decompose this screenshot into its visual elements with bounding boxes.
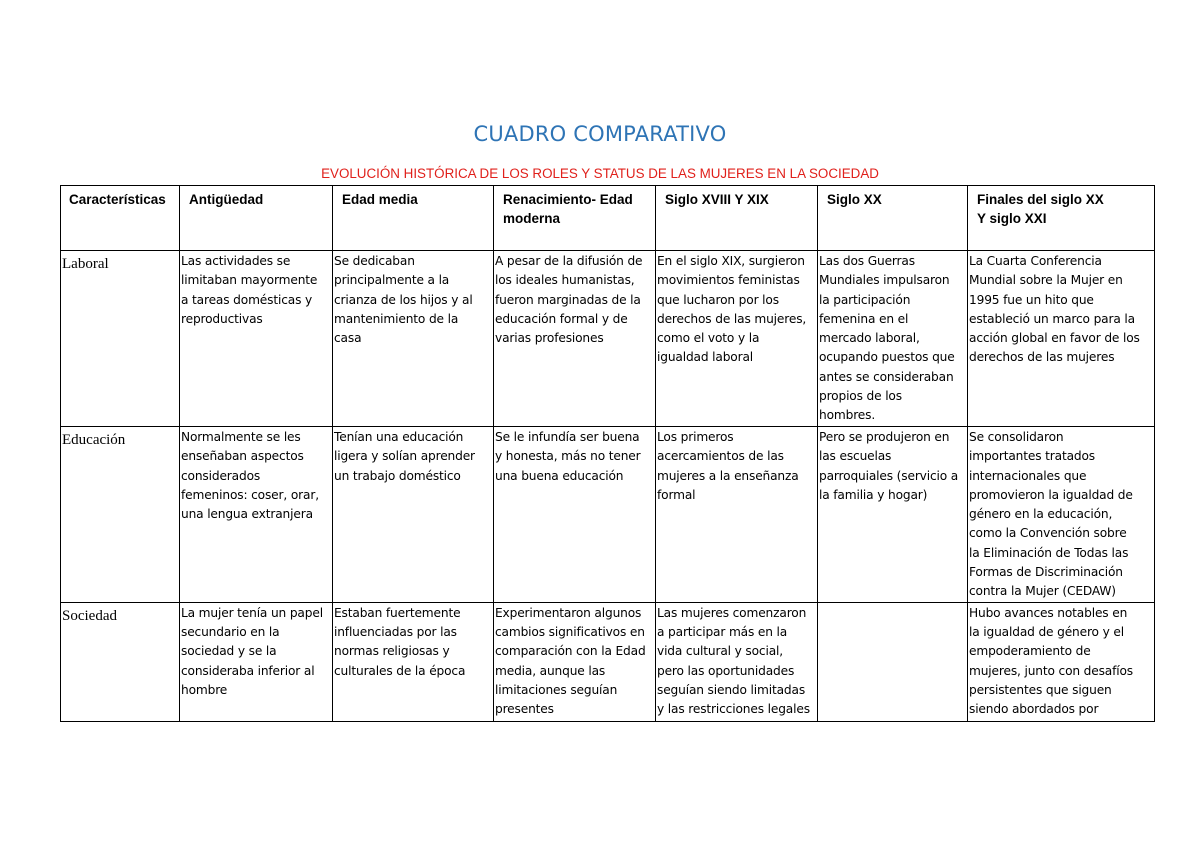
table-cell: Normalmente se les enseñaban aspectos considerados femeninos: coser, orar, una lengua extranjera	[180, 427, 333, 603]
row-label: Sociedad	[61, 602, 180, 721]
table-cell: La Cuarta Conferencia Mundial sobre la Mujer en 1995 fue un hito que estableció un marco para la acción global en favor de los derechos de las mujeres	[968, 251, 1155, 427]
row-label: Laboral	[61, 251, 180, 427]
header-cell: Finales del siglo XX Y siglo XXI	[968, 186, 1155, 251]
page-subtitle: EVOLUCIÓN HISTÓRICA DE LOS ROLES Y STATUS DE LAS MUJERES EN LA SOCIEDAD	[321, 166, 879, 181]
table-cell: Se dedicaban principalmente a la crianza de los hijos y al mantenimiento de la casa	[333, 251, 494, 427]
table-cell: Tenían una educación ligera y solían aprender un trabajo doméstico	[333, 427, 494, 603]
table-row	[61, 251, 1155, 427]
page-title: CUADRO COMPARATIVO	[473, 122, 727, 146]
table-row	[61, 427, 1155, 603]
table-cell: En el siglo XIX, surgieron movimientos feministas que lucharon por los derechos de las mujeres, como el voto y la igualdad laboral	[656, 251, 818, 427]
table-cell: Se consolidaron importantes tratados internacionales que promovieron la igualdad de género en la educación, como la Convención sobre la Eliminación de Todas las Formas de Discriminación contra la Mujer (CEDAW)	[968, 427, 1155, 603]
table-cell: Pero se produjeron en las escuelas parroquiales (servicio a la familia y hogar)	[818, 427, 968, 603]
header-cell: Antigüedad	[180, 186, 333, 251]
comparison-table	[60, 185, 1155, 722]
table-cell: Estaban fuertemente influenciadas por las normas religiosas y culturales de la época	[333, 602, 494, 721]
header-cell: Edad media	[333, 186, 494, 251]
header-cell: Renacimiento- Edad moderna	[494, 186, 656, 251]
table-cell: Experimentaron algunos cambios significativos en comparación con la Edad media, aunque las limitaciones seguían presentes	[494, 602, 656, 721]
table-cell: A pesar de la difusión de los ideales humanistas, fueron marginadas de la educación formal y de varias profesiones	[494, 251, 656, 427]
row-label: Educación	[61, 427, 180, 603]
table-cell: La mujer tenía un papel secundario en la sociedad y se la consideraba inferior al hombre	[180, 602, 333, 721]
table-header-row	[61, 186, 1155, 251]
table-cell: Las mujeres comenzaron a participar más en la vida cultural y social, pero las oportunidades seguían siendo limitadas y las restricciones legales	[656, 602, 818, 721]
table-row	[61, 602, 1155, 721]
table-cell: Hubo avances notables en la igualdad de género y el empoderamiento de mujeres, junto con desafíos persistentes que siguen siendo abordados por	[968, 602, 1155, 721]
table-cell: Los primeros acercamientos de las mujeres a la enseñanza formal	[656, 427, 818, 603]
table-cell: Las actividades se limitaban mayormente a tareas domésticas y reproductivas	[180, 251, 333, 427]
header-cell: Siglo XVIII Y XIX	[656, 186, 818, 251]
header-cell: Siglo XX	[818, 186, 968, 251]
table-cell	[818, 602, 968, 721]
table-cell: Las dos Guerras Mundiales impulsaron la participación femenina en el mercado laboral, ocupando puestos que antes se consideraban propios de los hombres.	[818, 251, 968, 427]
table-cell: Se le infundía ser buena y honesta, más no tener una buena educación	[494, 427, 656, 603]
header-cell: Características	[61, 186, 180, 251]
